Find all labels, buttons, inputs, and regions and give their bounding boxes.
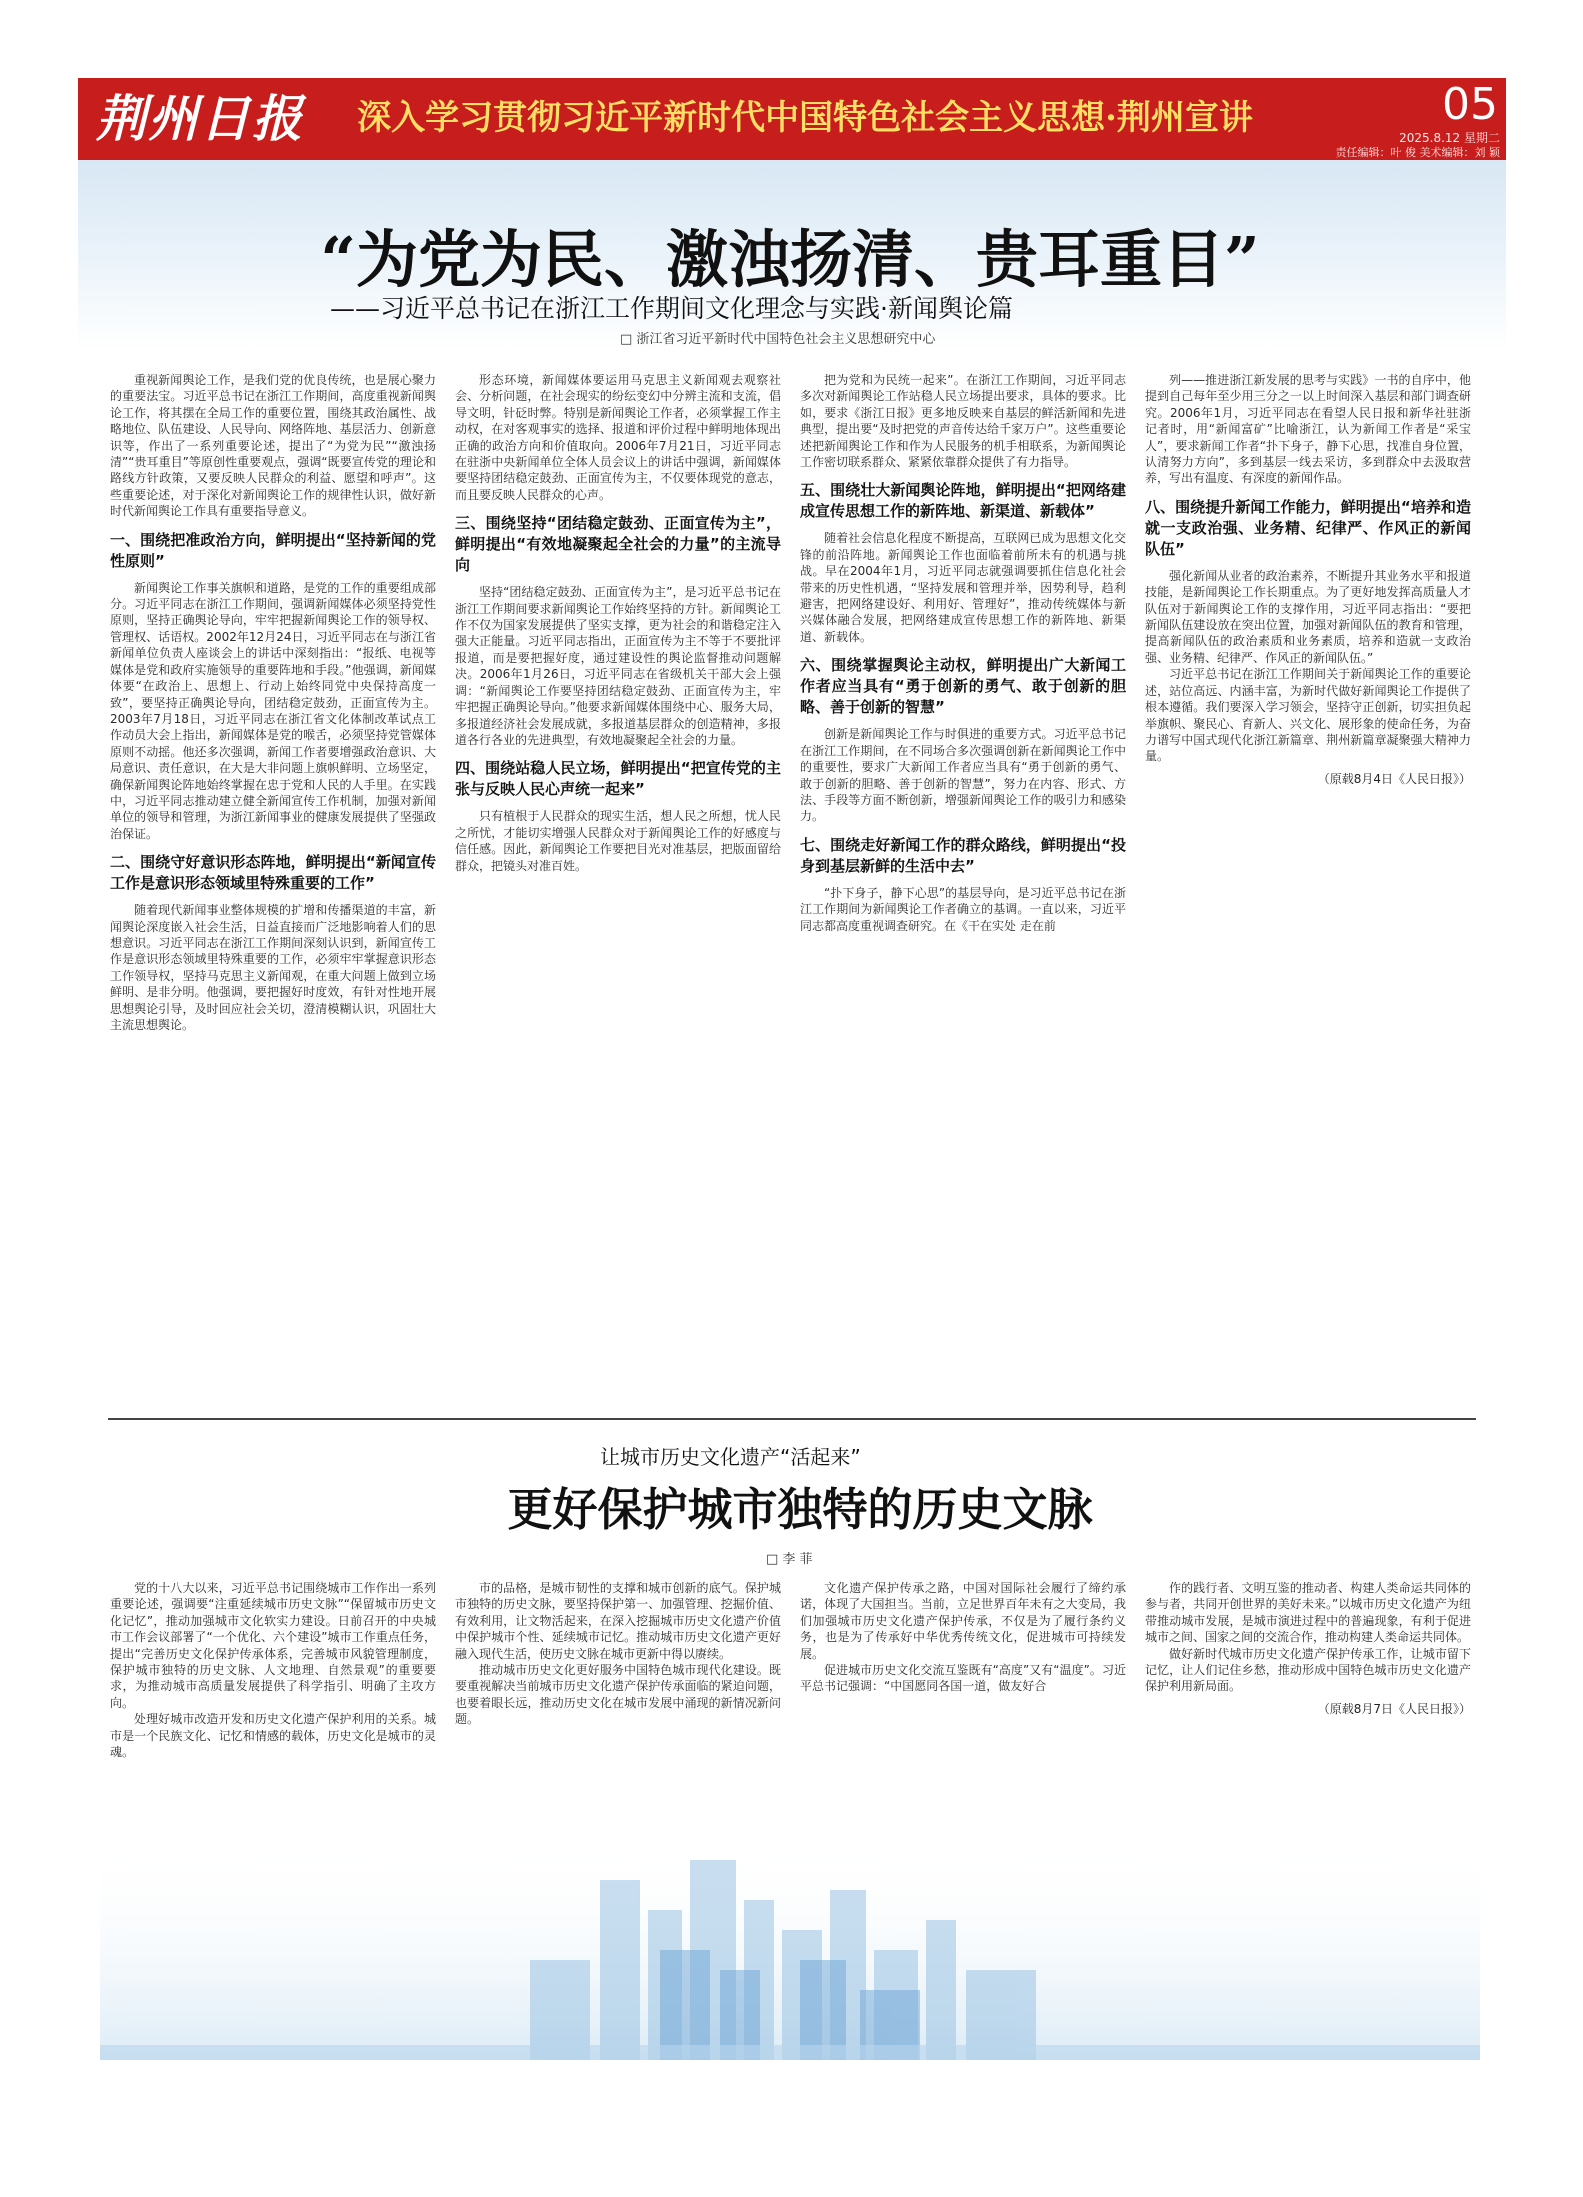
section-heading: 二、围绕守好意识形态阵地，鲜明提出“新闻宣传工作是意识形态领域里特殊重要的工作” — [110, 853, 436, 893]
page-number: 05 — [1442, 79, 1498, 130]
article1-subtitle: ——习近平总书记在浙江工作期间文化理念与实践·新闻舆论篇 — [330, 294, 1013, 323]
article2-column-1 — [110, 1580, 436, 1870]
paragraph: 作的践行者、文明互鉴的推动者、构建人类命运共同体的参与者，共同开创世界的美好未来。”以城市历史文化遗产为纽带推动城市发展，是城市演进过程中的普遍现象，有利于促进城市之间、国家之间的交流合作，推动构建人类命运共同体。 — [1145, 1581, 1471, 1645]
section-heading: 七、围绕走好新闻工作的群众路线，鲜明提出“投身到基层新鲜的生活中去” — [800, 835, 1126, 875]
paragraph: 推动城市历史文化更好服务中国特色城市现代化建设。既要重视解决当前城市历史文化遗产保护传承面临的紧迫问题，也要着眼长远，推动历史文化在城市发展中涌现的新情况新问题。 — [455, 1663, 781, 1727]
paragraph: 随着社会信息化程度不断提高，互联网已成为思想文化交锋的前沿阵地。新闻舆论工作也面临着前所未有的机遇与挑战。早在2004年1月，习近平同志就强调要抓住信息化社会带来的历史性机遇，“坚持发展和管理并举，因势利导，趋利避害，把网络建设好、利用好、管理好”，推动传统媒体与新兴媒体融合发展，把网络建成宣传思想工作的新阵地、新渠道、新载体。 — [800, 531, 1126, 644]
paragraph: 只有植根于人民群众的现实生活，想人民之所想，忧人民之所忧，才能切实增强人民群众对于新闻舆论工作的好感度与信任感。因此，新闻舆论工作要把目光对准基层，把版面留给群众，把镜头对准百姓。 — [455, 809, 781, 873]
article1-column-3 — [800, 372, 1126, 1382]
source-citation: （原载8月4日《人民日报》） — [1317, 771, 1471, 786]
section-heading: 五、围绕壮大新闻舆论阵地，鲜明提出“把网络建成宣传思想工作的新阵地、新渠道、新载体” — [800, 481, 1126, 521]
article1-headline: “为党为民、激浊扬清、贵耳重目” — [320, 223, 1260, 296]
section-heading: 六、围绕掌握舆论主动权，鲜明提出广大新闻工作者应当具有“勇于创新的勇气、敢于创新的胆略、善于创新的智慧” — [800, 656, 1126, 717]
article1-byline: □ 浙江省习近平新时代中国特色社会主义思想研究中心 — [620, 332, 936, 347]
newspaper-logo: 荆州日报 — [96, 89, 304, 148]
paragraph: 列——推进浙江新发展的思考与实践》一书的自序中，他提到自己每年至少用三分之一以上时间深入基层和部门调查研究。2006年1月，习近平同志在看望人民日报和新华社驻浙记者时，用“新闻富矿”比喻浙江，认为新闻工作者是“采宝人”，要求新闻工作者“扑下身子，静下心思，找准自身位置，认清努力方向”，多到基层一线去采访，多到群众中去汲取营养，写出有温度、有深度的新闻作品。 — [1145, 373, 1471, 486]
article2-column-3 — [800, 1580, 1126, 1870]
article2-headline: 更好保护城市独特的历史文脉 — [507, 1483, 1093, 1536]
paragraph: 市的品格，是城市韧性的支撑和城市创新的底气。保护城市独特的历史文脉，要坚持保护第一、加强管理、挖掘价值、有效利用，让文物活起来，在深入挖掘城市历史文化遗产价值中保护城市个性、延续城市记忆。推动城市历史文化遗产更好融入现代生活，使历史文脉在城市更新中得以赓续。 — [455, 1581, 781, 1661]
section-divider — [108, 1418, 1476, 1420]
page-editors: 责任编辑：叶 俊 美术编辑：刘 颖 — [1335, 146, 1500, 159]
paragraph: 坚持“团结稳定鼓劲、正面宣传为主”，是习近平总书记在浙江工作期间要求新闻舆论工作始终坚持的方针。新闻舆论工作不仅为国家发展提供了坚实支撑，更为社会的和谐稳定注入强大正能量。习近平同志指出，正面宣传为主不等于不要批评报道，而是要把握好度，通过建设性的舆论监督推动问题解决。2006年1月26日，习近平同志在省级机关干部大会上强调：“新闻舆论工作要坚持团结稳定鼓劲、正面宣传为主，牢牢把握正确舆论导向。”他要求新闻媒体围绕中心、服务大局，多报道经济社会发展成就，多报道基层群众的创造精神，多报道各行各业的先进典型，有效地凝聚起全社会的力量。 — [455, 585, 781, 747]
article2-kicker: 让城市历史文化遗产“活起来” — [600, 1445, 861, 1469]
article2-column-4 — [1145, 1580, 1471, 1870]
paragraph: 处理好城市改造开发和历史文化遗产保护利用的关系。城市是一个民族文化、记忆和情感的载体，历史文化是城市的灵魂。 — [110, 1712, 436, 1760]
paragraph: 党的十八大以来，习近平总书记围绕城市工作作出一系列重要论述，强调要“注重延续城市历史文脉”“保留城市历史文化记忆”，推动加强城市文化软实力建设。日前召开的中央城市工作会议部署了“一个优化、六个建设”城市工作重点任务，提出“完善历史文化保护传承体系，完善城市风貌管理制度，保护城市独特的历史文脉、人文地理、自然景观”的重要要求，为推动城市高质量发展提供了科学指引、明确了主攻方向。 — [110, 1581, 436, 1710]
paragraph: 做好新时代城市历史文化遗产保护传承工作，让城市留下记忆，让人们记住乡愁，推动形成中国特色城市历史文化遗产保护利用新局面。 — [1145, 1646, 1471, 1694]
city-skyline-illustration — [100, 1840, 1480, 2060]
paragraph: 形态环境，新闻媒体要运用马克思主义新闻观去观察社会、分析问题，在社会现实的纷纭变幻中分辨主流和支流，倡导文明，针砭时弊。特别是新闻舆论工作者，必须掌握工作主动权，在对客观事实的选择、报道和评价过程中鲜明地体现出正确的政治方向和价值取向。2006年7月21日，习近平同志在驻浙中央新闻单位全体人员会议上的讲话中强调，新闻媒体要坚持团结稳定鼓劲、正面宣传为主，不仅要体现党的意志，而且要反映人民群众的心声。 — [455, 373, 781, 502]
paragraph: 创新是新闻舆论工作与时俱进的重要方式。习近平总书记在浙江工作期间，在不同场合多次强调创新在新闻舆论工作中的重要性，要求广大新闻工作者应当具有“勇于创新的勇气、敢于创新的胆略、善于创新的智慧”，努力在内容、形式、方法、手段等方面不断创新，增强新闻舆论工作的吸引力和感染力。 — [800, 727, 1126, 824]
section-heading: 四、围绕站稳人民立场，鲜明提出“把宣传党的主张与反映人民心声统一起来” — [455, 759, 781, 799]
section-heading: 三、围绕坚持“团结稳定鼓劲、正面宣传为主”，鲜明提出“有效地凝聚起全社会的力量”的主流导向 — [455, 514, 781, 575]
article2-byline: □ 李 菲 — [766, 1552, 813, 1567]
paragraph: 强化新闻从业者的政治素养，不断提升其业务水平和报道技能，是新闻舆论工作长期重点。为了更好地发挥高质量人才队伍对于新闻舆论工作的支撑作用，习近平同志指出：“要把新闻队伍建设放在突出位置，加强对新闻队伍的教育和管理，提高新闻队伍的政治素质和业务素质，培养和造就一支政治强、业务精、纪律严、作风正的新闻队伍。” — [1145, 568, 1471, 665]
header-banner: 深入学习贯彻习近平新时代中国特色社会主义思想·荆州宣讲 — [357, 98, 1253, 138]
page-date: 2025.8.12 星期二 — [1399, 131, 1500, 145]
paragraph: 文化遗产保护传承之路，中国对国际社会履行了缔约承诺，体现了大国担当。当前，立足世界百年未有之大变局，我们加强城市历史文化遗产保护传承，不仅是为了履行条约义务，也是为了传承好中华优秀传统文化，促进城市可持续发展。 — [800, 1581, 1126, 1661]
paragraph: 把为党和为民统一起来”。在浙江工作期间，习近平同志多次对新闻舆论工作站稳人民立场提出要求，具体的要求。比如，要求《浙江日报》更多地反映来自基层的鲜活新闻和先进典型，提出要“及时把党的声音传达给千家万户”。这些重要论述把新闻舆论工作和作为人民服务的机手相联系，为新闻舆论工作密切联系群众、紧紧依靠群众提供了有力指导。 — [800, 373, 1126, 470]
article1-column-4 — [1145, 372, 1471, 1387]
article1-column-1 — [110, 372, 436, 1382]
section-heading: 一、围绕把准政治方向，鲜明提出“坚持新闻的党性原则” — [110, 530, 436, 570]
paragraph: 促进城市历史文化交流互鉴既有“高度”又有“温度”。习近平总书记强调：“中国愿同各国一道，做友好合 — [800, 1663, 1126, 1694]
article1-column-2 — [455, 372, 781, 1382]
paragraph: “扑下身子，静下心思”的基层导向，是习近平总书记在浙江工作期间为新闻舆论工作者确立的基调。一直以来，习近平同志都高度重视调查研究。在《干在实处 走在前 — [800, 885, 1126, 933]
article2-column-2 — [455, 1580, 781, 1870]
paragraph: 新闻舆论工作事关旗帜和道路，是党的工作的重要组成部分。习近平同志在浙江工作期间，强调新闻媒体必须坚持党性原则，坚持正确舆论导向，牢牢把握新闻舆论工作的领导权、管理权、话语权。2002年12月24日，习近平同志在与浙江省新闻单位负责人座谈会上的讲话中深刻指出：“报纸、电视等媒体是党和政府实施领导的重要阵地和手段。”他强调，新闻媒体要“在政治上、思想上、行动上始终同党中央保持高度一致”，要坚持正确舆论导向，团结稳定鼓劲，正面宣传为主。2003年7月18日，习近平同志在浙江省文化体制改革试点工作动员大会上指出，新闻媒体是党的喉舌，必须坚持党管媒体原则不动摇。他还多次强调，新闻工作者要增强政治意识、大局意识、责任意识，在大是大非问题上旗帜鲜明、立场坚定，确保新闻舆论阵地始终掌握在忠于党和人民的人手里。在实践中，习近平同志推动建立健全新闻宣传工作机制，加强对新闻单位的领导和管理，为浙江新闻事业的健康发展提供了坚强政治保证。 — [110, 580, 436, 841]
source-citation: （原载8月7日《人民日报》） — [1317, 1701, 1471, 1716]
section-heading: 八、围绕提升新闻工作能力，鲜明提出“培养和造就一支政治强、业务精、纪律严、作风正的新闻队伍” — [1145, 497, 1471, 558]
paragraph: 重视新闻舆论工作，是我们党的优良传统，也是展心聚力的重要法宝。习近平总书记在浙江工作期间，高度重视新闻舆论工作，将其摆在全局工作的重要位置，围绕其政治属性、战略地位、队伍建设、人民导向、网络阵地、基层活力、创新意识等，作出了一系列重要论述，提出了“为党为民”“激浊扬清”“贵耳重目”等原创性重要观点，强调“既要宣传党的理论和路线方针政策，又要反映人民群众的利益、愿望和呼声”。这些重要论述，对于深化对新闻舆论工作的规律性认识，做好新时代新闻舆论工作具有重要指导意义。 — [110, 373, 436, 519]
paragraph: 随着现代新闻事业整体规模的扩增和传播渠道的丰富，新闻舆论深度嵌入社会生活，日益直接而广泛地影响着人们的思想意识。习近平同志在浙江工作期间深刻认识到，新闻宣传工作是意识形态领域里特殊重要的工作，必须牢牢掌握意识形态工作领导权，坚持马克思主义新闻观，在重大问题上做到立场鲜明、是非分明。他强调，要把握好时度效，有针对性地开展思想舆论引导，及时回应社会关切，澄清模糊认识，巩固壮大主流思想舆论。 — [110, 903, 436, 1032]
paragraph: 习近平总书记在浙江工作期间关于新闻舆论工作的重要论述，站位高远、内涵丰富，为新时代做好新闻舆论工作提供了根本遵循。我们要深入学习领会，坚持守正创新，切实担负起举旗帜、聚民心、育新人、兴文化、展形象的使命任务，为奋力谱写中国式现代化浙江新篇章、荆州新篇章凝聚强大精神力量。 — [1145, 667, 1471, 764]
